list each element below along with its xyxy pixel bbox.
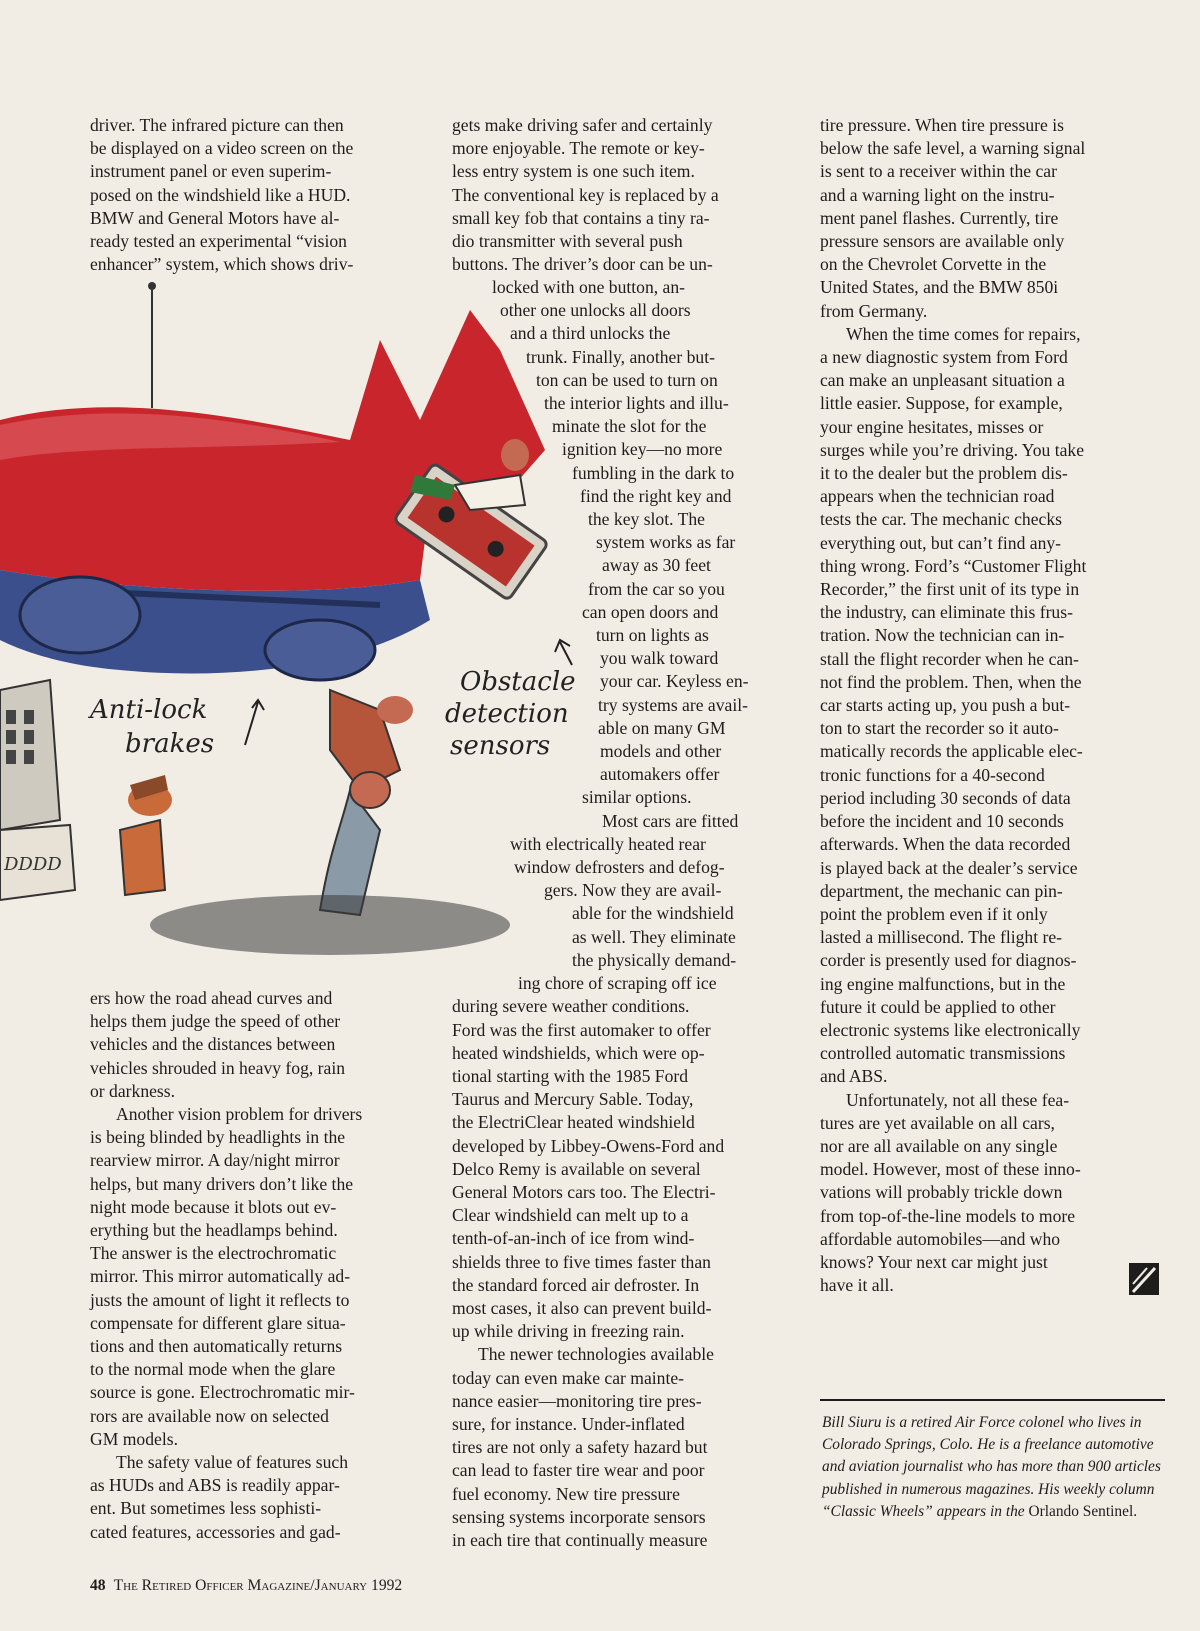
text-line: a new diagnostic system from Ford <box>820 347 1068 368</box>
text-line: shields three to five times faster than <box>452 1251 711 1272</box>
text-line: heated windshields, which were op- <box>452 1042 705 1063</box>
column-2-wrap <box>452 276 797 1552</box>
text-line: tures are yet available on all cars, <box>820 1112 1055 1133</box>
text-line: Unfortunately, not all these fea- <box>846 1089 1070 1110</box>
text-line: future it could be applied to other <box>820 996 1056 1017</box>
text-line: the interior lights and illu- <box>544 393 729 414</box>
text-line: erything but the headlamps behind. <box>90 1220 338 1241</box>
label-obstacle: Obstacle <box>460 667 576 697</box>
text-line: less entry system is one such item. <box>452 161 695 182</box>
text-line: knows? Your next car might just <box>820 1251 1048 1272</box>
text-line: automakers offer <box>600 764 720 785</box>
text-line: matically records the applicable elec- <box>820 741 1083 762</box>
text-line: is sent to a receiver within the car <box>820 161 1057 182</box>
text-line: period including 30 seconds of data <box>820 787 1071 808</box>
text-line: dio transmitter with several push <box>452 231 683 252</box>
text-line: models and other <box>600 741 722 762</box>
text-line: ment panel flashes. Currently, tire <box>820 207 1059 228</box>
text-line: night mode because it blots out ev- <box>90 1196 337 1217</box>
text-line: in each tire that continually measure <box>452 1529 708 1550</box>
lifting-figure <box>320 690 413 915</box>
text-line: The newer technologies available <box>478 1344 714 1365</box>
text-line: vehicles and the distances between <box>90 1034 336 1055</box>
text-line: can lead to faster tire wear and poor <box>452 1460 705 1481</box>
text-line: not find the problem. Then, when the <box>820 671 1082 692</box>
text-line: sensing systems incorporate sensors <box>452 1506 706 1527</box>
text-line: your car. Keyless en- <box>600 671 749 692</box>
front-wheel <box>20 577 140 653</box>
text-line: turn on lights as <box>596 625 709 646</box>
text-line: Taurus and Mercury Sable. Today, <box>452 1089 694 1110</box>
text-line: rors are available now on selected <box>90 1405 329 1426</box>
text-line: up while driving in freezing rain. <box>452 1321 685 1342</box>
text-line: point the problem even if it only <box>820 903 1048 924</box>
text-line: car starts acting up, you push a but- <box>820 695 1071 716</box>
text-line: able on many GM <box>598 717 726 738</box>
text-line: from Germany. <box>820 300 928 321</box>
text-line: gets make driving safer and certainly <box>452 115 713 135</box>
text-line: ing engine malfunctions, but in the <box>820 973 1066 994</box>
text-line: Clear windshield can melt up to a <box>452 1205 689 1226</box>
text-line: other one unlocks all doors <box>500 300 691 321</box>
text-line: it to the dealer but the problem dis- <box>820 463 1068 484</box>
text-line: little easier. Suppose, for example, <box>820 393 1063 414</box>
text-line: ignition key—no more <box>562 439 723 460</box>
text-line: with electrically heated rear <box>510 833 706 854</box>
text-line: appears when the technician road <box>820 486 1055 507</box>
text-line: electronic systems like electronically <box>820 1019 1081 1040</box>
text-line: BMW and General Motors have al- <box>90 207 340 228</box>
text-line: can make an unpleasant situation a <box>820 370 1065 391</box>
text-line: ers how the road ahead curves and <box>90 988 333 1008</box>
text-line: or darkness. <box>90 1080 176 1101</box>
text-line: to the normal mode when the glare <box>90 1359 336 1380</box>
text-line: tional starting with the 1985 Ford <box>452 1065 689 1086</box>
text-line: cated features, accessories and gad- <box>90 1521 341 1542</box>
text-line: ton to start the recorder so it auto- <box>820 718 1059 739</box>
page-number: 48 <box>90 1577 106 1594</box>
author-bio <box>822 1412 1167 1523</box>
text-line: Delco Remy is available on several <box>452 1158 701 1179</box>
text-line: Recorder,” the first unit of its type in <box>820 579 1080 600</box>
text-line: during severe weather conditions. <box>452 996 690 1017</box>
text-line: ing chore of scraping off ice <box>518 973 717 994</box>
text-line: today can even make car mainte- <box>452 1367 685 1388</box>
text-line: United States, and the BMW 850i <box>820 277 1059 298</box>
text-line: thing wrong. Ford’s “Customer Flight <box>820 555 1087 576</box>
text-line: The answer is the electrochromatic <box>90 1243 337 1264</box>
bio-divider <box>820 1399 1165 1401</box>
text-line: from top-of-the-line models to more <box>820 1205 1076 1226</box>
text-line: helps, but many drivers don’t like the <box>90 1173 354 1194</box>
text-line: as well. They eliminate <box>572 926 736 947</box>
text-line: buttons. The driver’s door can be un- <box>452 254 713 275</box>
text-line: General Motors cars too. The Electri- <box>452 1181 716 1202</box>
text-line: rearview mirror. A day/night mirror <box>90 1150 340 1171</box>
column-1-bottom <box>90 987 430 1544</box>
text-line: tronic functions for a 40-second <box>820 764 1045 785</box>
text-line: is being blinded by headlights in the <box>90 1127 346 1148</box>
text-line: The conventional key is replaced by a <box>452 184 719 205</box>
text-line: can open doors and <box>582 601 719 622</box>
label-brakes: brakes <box>125 729 215 759</box>
text-line: able for the windshield <box>572 903 734 924</box>
text-line: stall the flight recorder when he can- <box>820 648 1079 669</box>
text-line: controlled automatic transmissions <box>820 1043 1066 1064</box>
text-line: before the incident and 10 seconds <box>820 811 1064 832</box>
label-detection: detection <box>445 699 569 729</box>
text-line: mirror. This mirror automatically ad- <box>90 1266 351 1287</box>
text-line: When the time comes for repairs, <box>846 323 1081 344</box>
label-sensors: sensors <box>450 731 551 761</box>
text-line: tenth-of-an-inch of ice from wind- <box>452 1228 695 1249</box>
text-line: tests the car. The mechanic checks <box>820 509 1062 530</box>
text-line: the key slot. The <box>588 509 705 530</box>
detective-figure <box>120 775 172 895</box>
text-line: The safety value of features such <box>116 1452 349 1473</box>
text-line: tions and then automatically returns <box>90 1336 343 1357</box>
text-line: developed by Libbey-Owens-Ford and <box>452 1135 725 1156</box>
text-line: the standard forced air defroster. In <box>452 1274 700 1295</box>
text-line: small key fob that contains a tiny ra- <box>452 207 710 228</box>
arrow-brakes <box>245 700 264 745</box>
text-line: sure, for instance. Under-inflated <box>452 1413 685 1434</box>
text-line: enhancer” system, which shows driv- <box>90 254 354 275</box>
text-line: and a warning light on the instru- <box>820 184 1055 205</box>
text-line: vations will probably trickle down <box>820 1182 1063 1203</box>
text-line: ent. But sometimes less sophisti- <box>90 1498 322 1519</box>
text-line: compensate for different glare situa- <box>90 1312 346 1333</box>
text-line: try systems are avail- <box>598 694 748 715</box>
text-line: locked with one button, an- <box>492 277 685 297</box>
text-line: Ford was the first automaker to offer <box>452 1019 711 1040</box>
text-line: minate the slot for the <box>552 416 707 437</box>
bio-text: Bill Siuru is a retired Air Force colonel who lives in Colorado Springs, Colo. He is a freelance automotive and aviation journalist who has more than 900 articles published in numerous magazines. His weekly column “Classic Wheels” appears in the <box>822 1414 1161 1520</box>
column-1-top <box>90 114 430 276</box>
text-line: model. However, most of these inno- <box>820 1159 1081 1180</box>
remote-label: DDDD <box>4 854 62 875</box>
end-mark-icon <box>1128 1262 1160 1296</box>
text-line: the physically demand- <box>572 949 737 970</box>
text-line: Most cars are fitted <box>602 810 739 831</box>
text-line: ton can be used to turn on <box>536 369 718 390</box>
text-line: pressure sensors are available only <box>820 231 1065 252</box>
text-line: you walk toward <box>600 648 719 669</box>
text-line: source is gone. Electrochromatic mir- <box>90 1382 355 1403</box>
text-line: afterwards. When the data recorded <box>820 834 1071 855</box>
text-line: from the car so you <box>588 578 725 599</box>
text-line: tire pressure. When tire pressure is <box>820 115 1064 135</box>
bio-newspaper: Orlando Sentinel. <box>1028 1502 1138 1520</box>
text-line: is played back at the dealer’s service <box>820 857 1078 878</box>
text-line: corder is presently used for diagnos- <box>820 950 1077 971</box>
rear-wheel <box>265 620 375 680</box>
text-line: more enjoyable. The remote or key- <box>452 138 705 159</box>
text-line: window defrosters and defog- <box>514 857 725 878</box>
page-footer <box>90 1577 402 1595</box>
text-line: Another vision problem for drivers <box>116 1104 363 1125</box>
label-anti-lock: Anti-lock <box>90 695 208 725</box>
text-line: tration. Now the technician can in- <box>820 625 1065 646</box>
column-3 <box>820 114 1165 1297</box>
publication-line: The Retired Officer Magazine/January 1992 <box>113 1577 403 1594</box>
text-line: and a third unlocks the <box>510 323 671 344</box>
text-line: the industry, can eliminate this frus- <box>820 602 1073 623</box>
text-line: justs the amount of light it reflects to <box>90 1289 350 1310</box>
text-line: away as 30 feet <box>602 555 711 576</box>
remote-control <box>0 680 75 900</box>
text-line: nor are all available on any single <box>820 1135 1058 1156</box>
text-line: fumbling in the dark to <box>572 462 735 483</box>
text-line: nance easier—monitoring tire pres- <box>452 1390 702 1411</box>
text-line: helps them judge the speed of other <box>90 1011 341 1032</box>
text-line: your engine hesitates, misses or <box>820 416 1044 437</box>
text-line: fuel economy. New tire pressure <box>452 1483 680 1504</box>
text-line: find the right key and <box>580 485 732 506</box>
text-line: ready tested an experimental “vision <box>90 231 347 252</box>
text-line: vehicles shrouded in heavy fog, rain <box>90 1057 346 1078</box>
text-line: on the Chevrolet Corvette in the <box>820 254 1047 275</box>
text-line: most cases, it also can prevent build- <box>452 1297 712 1318</box>
text-line: the ElectriClear heated windshield <box>452 1112 695 1133</box>
text-line: have it all. <box>820 1275 894 1296</box>
text-line: affordable automobiles—and who <box>820 1228 1061 1249</box>
text-line: instrument panel or even superim- <box>90 161 332 182</box>
text-line: below the safe level, a warning signal <box>820 138 1086 159</box>
text-line: as HUDs and ABS is readily appar- <box>90 1475 340 1496</box>
text-line: and ABS. <box>820 1066 888 1087</box>
text-line: everything out, but can’t find any- <box>820 532 1062 553</box>
column-2-top <box>452 114 797 276</box>
text-line: tires are not only a safety hazard but <box>452 1437 708 1458</box>
text-line: similar options. <box>582 787 692 808</box>
text-line: trunk. Finally, another but- <box>526 346 715 367</box>
text-line: gers. Now they are avail- <box>544 880 722 901</box>
text-line: lasted a millisecond. The flight re- <box>820 927 1063 948</box>
text-line: system works as far <box>596 532 736 553</box>
text-line: department, the mechanic can pin- <box>820 880 1063 901</box>
text-line: be displayed on a video screen on the <box>90 138 354 159</box>
text-line: driver. The infrared picture can then <box>90 115 344 135</box>
text-line: surges while you’re driving. You take <box>820 439 1085 460</box>
text-line: GM models. <box>90 1428 178 1449</box>
text-line: posed on the windshield like a HUD. <box>90 184 351 205</box>
